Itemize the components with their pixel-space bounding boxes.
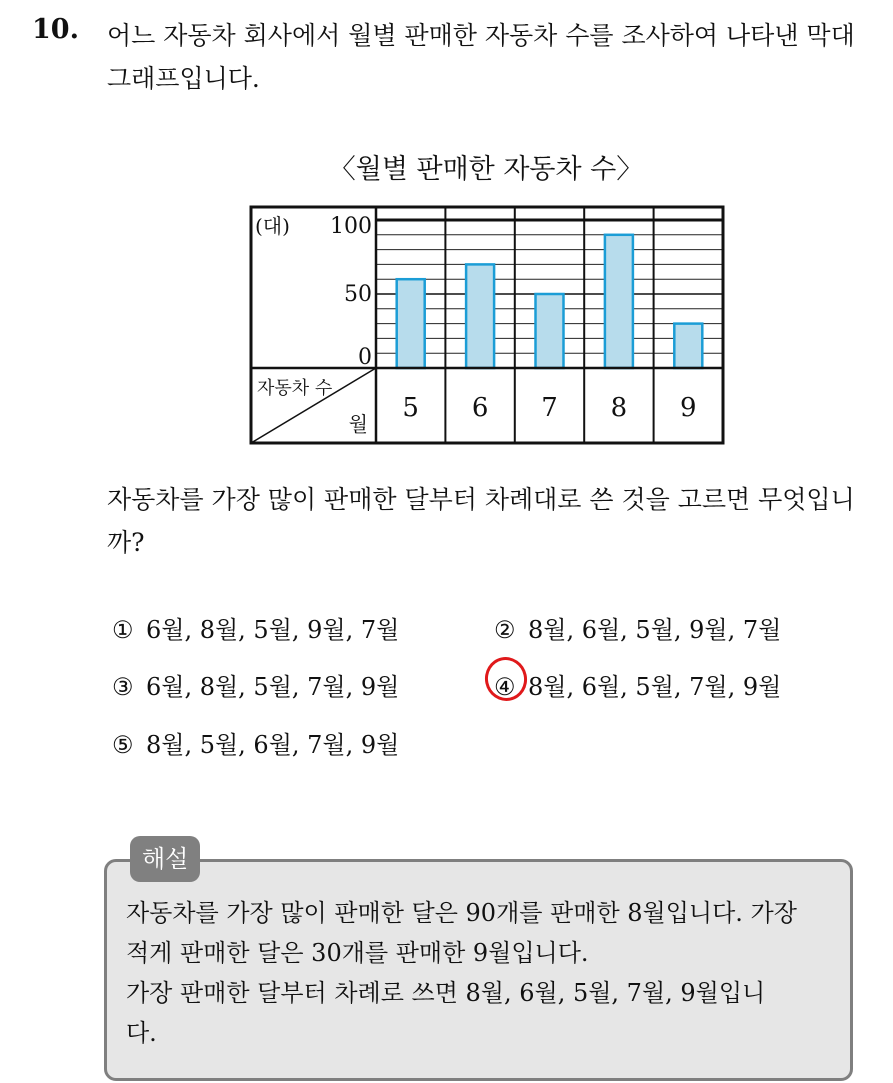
bar-8: [605, 235, 633, 368]
choice-3-text: 6월, 8월, 5월, 7월, 9월: [146, 673, 400, 701]
choice-3-number: ③: [112, 673, 134, 701]
explanation-line: 다.: [126, 1019, 157, 1047]
x-tick-label: 7: [541, 393, 558, 423]
bar-chart: [248, 204, 726, 446]
choice-5[interactable]: [112, 725, 399, 760]
choice-4[interactable]: [494, 667, 781, 702]
explanation-tag: 해설: [130, 836, 200, 882]
explanation-line: 자동차를 가장 많이 판매한 달은 90개를 판매한 8월입니다. 가장: [126, 899, 797, 927]
choice-5-number: ⑤: [112, 731, 134, 759]
y-unit-label: (대): [255, 214, 290, 238]
chart-title: 〈월별 판매한 자동차 수〉: [328, 154, 644, 185]
explanation-line: 가장 판매한 달부터 차례로 쓰면 8월, 6월, 5월, 7월, 9월입니: [126, 979, 766, 1007]
choice-2-text: 8월, 6월, 5월, 9월, 7월: [528, 616, 782, 644]
question-text: 어느 자동차 회사에서 월별 판매한 자동차 수를 조사하여 나타낸 막대그래프입니다.: [107, 21, 855, 93]
row-label-month: 월: [348, 412, 368, 436]
choice-3[interactable]: [112, 667, 399, 702]
choice-2-number: ②: [494, 616, 516, 644]
x-tick-label: 9: [680, 393, 697, 423]
y-tick-label: 50: [344, 282, 372, 307]
choice-1[interactable]: [112, 610, 399, 645]
y-tick-label: 0: [358, 345, 372, 370]
explanation-line: 적게 판매한 달은 30개를 판매한 9월입니다.: [126, 939, 589, 967]
explanation-text: [126, 893, 841, 1053]
question-prompt: 자동차를 가장 많이 판매한 달부터 차례대로 쓴 것을 고르면 무엇입니까?: [107, 485, 855, 557]
row-label-value: 자동차 수: [257, 378, 333, 399]
bar-9: [674, 324, 702, 368]
choice-1-text: 6월, 8월, 5월, 9월, 7월: [146, 616, 400, 644]
x-tick-label: 8: [610, 393, 628, 423]
choice-4-number: ④: [494, 673, 516, 701]
x-tick-label: 5: [402, 393, 419, 423]
choice-2[interactable]: [494, 610, 781, 645]
x-tick-label: 6: [471, 393, 489, 423]
choice-4-text: 8월, 6월, 5월, 7월, 9월: [528, 673, 782, 701]
question-number: 10.: [32, 14, 79, 45]
bar-5: [397, 279, 425, 368]
choice-5-text: 8월, 5월, 6월, 7월, 9월: [146, 731, 400, 759]
bar-6: [466, 264, 494, 368]
y-tick-label: 100: [330, 214, 372, 239]
choice-1-number: ①: [112, 616, 134, 644]
bar-7: [536, 294, 564, 368]
